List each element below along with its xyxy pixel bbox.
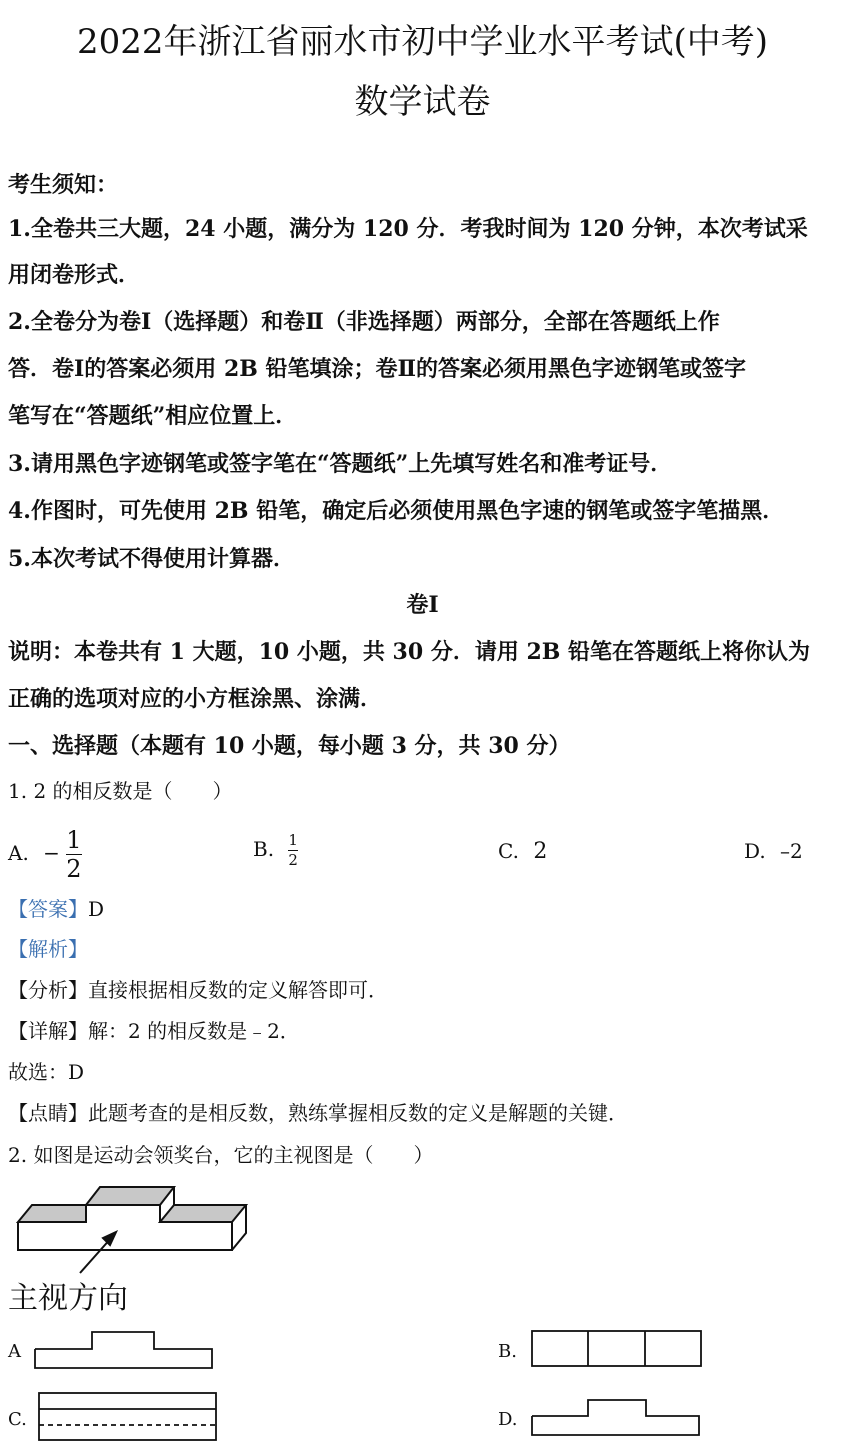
notice-line: 用闭卷形式． bbox=[8, 262, 141, 288]
notice-line: 4.作图时，可先使用 2B 铅笔，确定后必须使用黑色字速的钢笔或签字笔描黑． bbox=[8, 498, 785, 524]
section-desc: 说明：本卷共有 1 大题，10 小题，共 30 分．请用 2B 铅笔在答题纸上将你认为 bbox=[8, 639, 811, 665]
answer-value: D bbox=[88, 897, 105, 921]
q2-option-b-label: B. bbox=[498, 1341, 517, 1362]
part-heading: 一、选择题（本题有 10 小题，每小题 3 分，共 30 分） bbox=[8, 733, 571, 759]
option-label: C. bbox=[498, 839, 519, 863]
notice-line: 2.全卷分为卷Ⅰ（选择题）和卷Ⅱ（非选择题）两部分，全部在答题纸上作 bbox=[8, 309, 720, 335]
q1-analysis-tag: 【解析】 bbox=[8, 937, 88, 961]
q1-option-c bbox=[498, 836, 547, 867]
q2-stem: 2. 如图是运动会领奖台，它的主视图是（ ） bbox=[8, 1143, 434, 1167]
section-title: 卷Ⅰ bbox=[406, 592, 439, 618]
option-label: A. bbox=[8, 841, 29, 865]
section-desc: 正确的选项对应的小方框涂黑、涂满． bbox=[8, 686, 383, 712]
podium-top-right bbox=[160, 1205, 246, 1222]
q2-option-a-label: A bbox=[8, 1341, 21, 1362]
minus-sign: − bbox=[43, 841, 60, 865]
notice-line: 答．卷Ⅰ的答案必须用 2B 铅笔填涂；卷Ⅱ的答案必须用黑色字迹钢笔或签字 bbox=[8, 356, 747, 382]
q1-xiangjie: 【详解】解：2 的相反数是﹣2． bbox=[8, 1019, 300, 1043]
q2-option-d-label: D. bbox=[498, 1409, 518, 1430]
q1-guxuan: 故选：D bbox=[8, 1060, 85, 1084]
q2-option-c-figure bbox=[38, 1392, 218, 1442]
q2-option-a-figure bbox=[34, 1330, 214, 1370]
q2-option-d-figure bbox=[531, 1398, 701, 1438]
q1-answer bbox=[8, 894, 104, 924]
numerator: 1 bbox=[66, 826, 82, 854]
q1-option-b bbox=[253, 833, 298, 868]
q2-option-c-label: C. bbox=[8, 1409, 27, 1430]
notice-line: 3.请用黑色字迹钢笔或签字笔在“答题纸”上先填写姓名和准考证号． bbox=[8, 451, 673, 477]
option-value: –2 bbox=[780, 839, 803, 863]
q1-option-a bbox=[8, 828, 82, 881]
option-value: 2 bbox=[533, 839, 548, 864]
notice-line: 5.本次考试不得使用计算器． bbox=[8, 546, 295, 572]
answer-tag: 【答案】 bbox=[8, 897, 88, 921]
page-title: 2022年浙江省丽水市初中学业水平考试(中考) bbox=[76, 22, 769, 62]
podium-figure bbox=[0, 1175, 260, 1285]
fraction bbox=[288, 833, 298, 868]
notice-line: 笔写在“答题纸”相应位置上． bbox=[8, 403, 298, 429]
q2-option-b-figure bbox=[531, 1330, 703, 1368]
q1-dianjing: 【点睛】此题考查的是相反数，熟练掌握相反数的定义是解题的关键． bbox=[8, 1101, 628, 1125]
figure-caption: 主视方向 bbox=[8, 1281, 128, 1316]
q1-stem: 1. 2 的相反数是（ ） bbox=[8, 779, 233, 803]
denominator: 2 bbox=[66, 855, 82, 883]
page-subtitle: 数学试卷 bbox=[354, 82, 491, 122]
podium-top-middle bbox=[86, 1187, 174, 1205]
fraction bbox=[66, 828, 81, 881]
q1-fenxi: 【分析】直接根据相反数的定义解答即可． bbox=[8, 978, 388, 1002]
q1-option-d bbox=[744, 836, 803, 866]
podium-top-left bbox=[18, 1205, 86, 1222]
option-label: D. bbox=[744, 839, 766, 863]
numerator: 1 bbox=[288, 831, 298, 849]
notice-line: 1.全卷共三大题，24 小题，满分为 120 分．考我时间为 120 分钟，本次考试采 bbox=[8, 216, 808, 242]
option-label: B. bbox=[253, 837, 275, 861]
denominator: 2 bbox=[288, 851, 298, 869]
notice-heading: 考生须知： bbox=[8, 172, 119, 198]
